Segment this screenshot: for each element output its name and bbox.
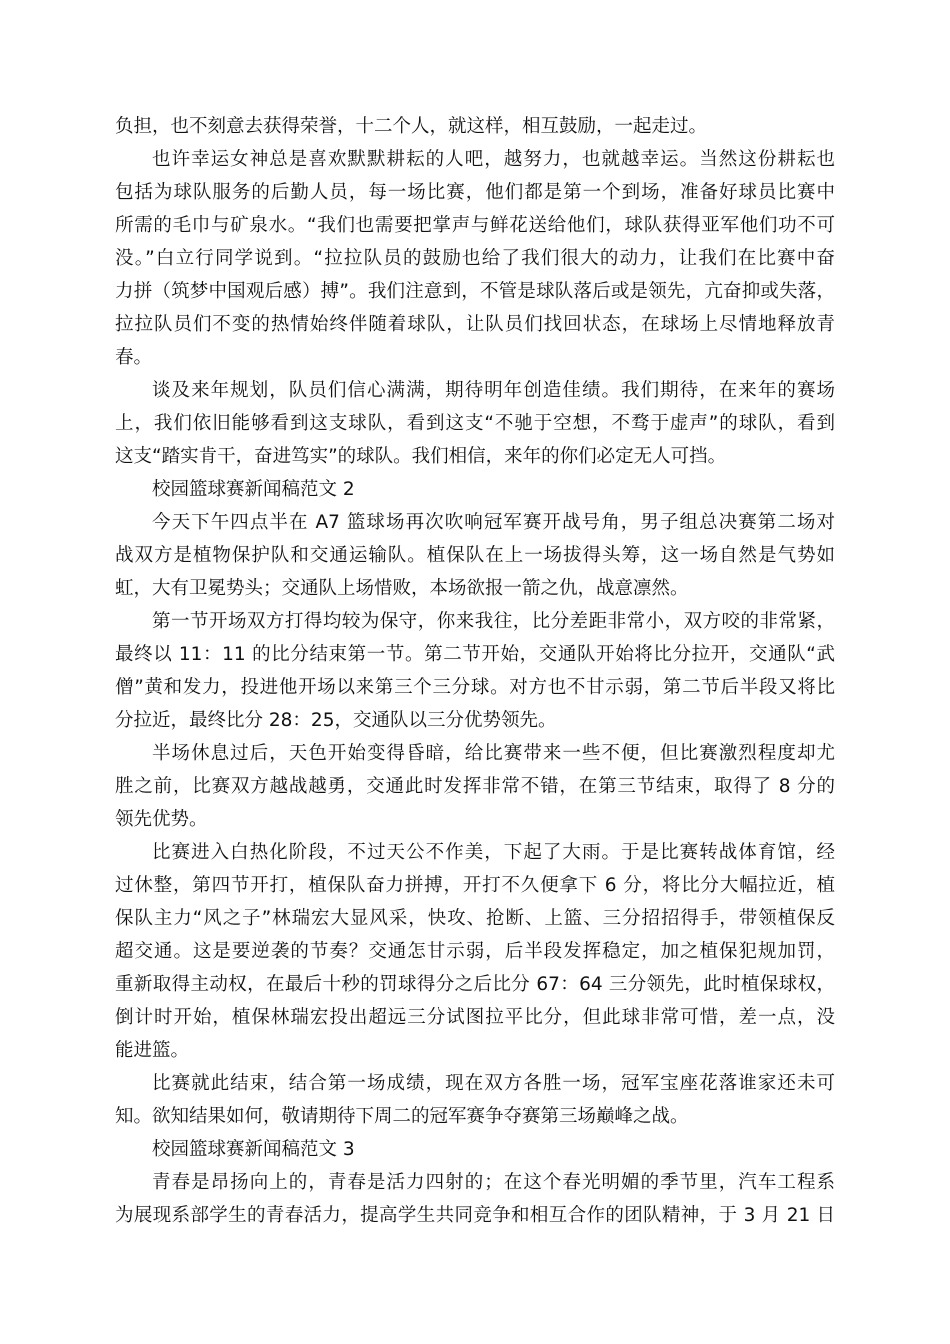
paragraph-line: 今天下午四点半在 A7 篮球场再次吹响冠军赛开战号角，男子组总决赛第二场对	[152, 512, 835, 533]
paragraph-line: 这支“踏实肯干，奋进笃实”的球队。我们相信，来年的你们必定无人可挡。	[115, 446, 727, 467]
paragraph-line: 包括为球队服务的后勤人员，每一场比赛，他们都是第一个到场，准备好球员比赛中	[115, 182, 835, 203]
paragraph-line: 春。	[115, 347, 153, 368]
paragraph-line: 力拼（筑梦中国观后感）搏”。我们注意到，不管是球队落后或是领先，亢奋抑或失落，	[115, 281, 835, 302]
paragraph-line: 谈及来年规划，队员们信心满满，期待明年创造佳绩。我们期待，在来年的赛场	[152, 380, 835, 401]
paragraph-line: 分拉近，最终比分 28：25，交通队以三分优势领先。	[115, 710, 557, 731]
paragraph-line: 没。”白立行同学说到。“拉拉队员的鼓励也给了我们很大的动力，让我们在比赛中奋	[115, 248, 835, 269]
paragraph-line: 虹，大有卫冕势头；交通队上场惜败，本场欲报一箭之仇，战意凛然。	[115, 578, 689, 599]
section-heading: 校园篮球赛新闻稿范文 3	[152, 1139, 355, 1160]
paragraph-line: 青春是昂扬向上的，青春是活力四射的；在这个春光明媚的季节里，汽车工程系	[152, 1172, 835, 1193]
paragraph-line: 上，我们依旧能够看到这支球队，看到这支“不驰于空想，不骛于虚声”的球队，看到	[115, 413, 835, 434]
paragraph-line: 拉拉队员们不变的热情始终伴随着球队，让队员们找回状态，在球场上尽情地释放青	[115, 314, 835, 335]
paragraph-line: 第一节开场双方打得均较为保守，你来我往，比分差距非常小，双方咬的非常紧，	[152, 611, 835, 632]
paragraph-line: 过休整，第四节开打，植保队奋力拼搏，开打不久便拿下 6 分，将比分大幅拉近，植	[115, 875, 835, 896]
paragraph-line: 保队主力“风之子”林瑞宏大显风采，快攻、抢断、上篮、三分招招得手，带领植保反	[115, 908, 835, 929]
paragraph-line: 为展现系部学生的青春活力，提高学生共同竞争和相互合作的团队精神，于 3 月 21 日	[115, 1205, 835, 1226]
paragraph-line: 战双方是植物保护队和交通运输队。植保队在上一场拔得头筹，这一场自然是气势如	[115, 545, 835, 566]
paragraph-line: 比赛进入白热化阶段，不过天公不作美，下起了大雨。于是比赛转战体育馆，经	[152, 842, 835, 863]
paragraph-line: 最终以 11：11 的比分结束第一节。第二节开始，交通队开始将比分拉开，交通队“武	[115, 644, 835, 665]
paragraph-line: 负担，也不刻意去获得荣誉，十二个人，就这样，相互鼓励，一起走过。	[115, 116, 708, 137]
paragraph-line: 也许幸运女神总是喜欢默默耕耘的人吧，越努力，也就越幸运。当然这份耕耘也	[152, 149, 835, 170]
paragraph-line: 僧”黄和发力，投进他开场以来第三个三分球。对方也不甘示弱，第二节后半段又将比	[115, 677, 835, 698]
paragraph-line: 领先优势。	[115, 809, 208, 830]
paragraph-line: 能进篮。	[115, 1040, 190, 1061]
paragraph-line: 所需的毛巾与矿泉水。“我们也需要把掌声与鲜花送给他们，球队获得亚军他们功不可	[115, 215, 835, 236]
section-heading: 校园篮球赛新闻稿范文 2	[152, 479, 355, 500]
paragraph-line: 半场休息过后，天色开始变得昏暗，给比赛带来一些不便，但比赛激烈程度却尤	[152, 743, 835, 764]
paragraph-line: 倒计时开始，植保林瑞宏投出超远三分试图拉平比分，但此球非常可惜，差一点，没	[115, 1007, 835, 1028]
document-body	[115, 110, 835, 1232]
paragraph-line: 重新取得主动权，在最后十秒的罚球得分之后比分 67：64 三分领先，此时植保球权，	[115, 974, 835, 995]
paragraph-line: 知。欲知结果如何，敬请期待下周二的冠军赛争夺赛第三场巅峰之战。	[115, 1106, 689, 1127]
paragraph-line: 比赛就此结束，结合第一场成绩，现在双方各胜一场，冠军宝座花落谁家还未可	[152, 1073, 835, 1094]
paragraph-line: 超交通。这是要逆袭的节奏？交通怎甘示弱，后半段发挥稳定，加之植保犯规加罚，	[115, 941, 835, 962]
paragraph-line: 胜之前，比赛双方越战越勇，交通此时发挥非常不错，在第三节结束，取得了 8 分的	[115, 776, 835, 797]
